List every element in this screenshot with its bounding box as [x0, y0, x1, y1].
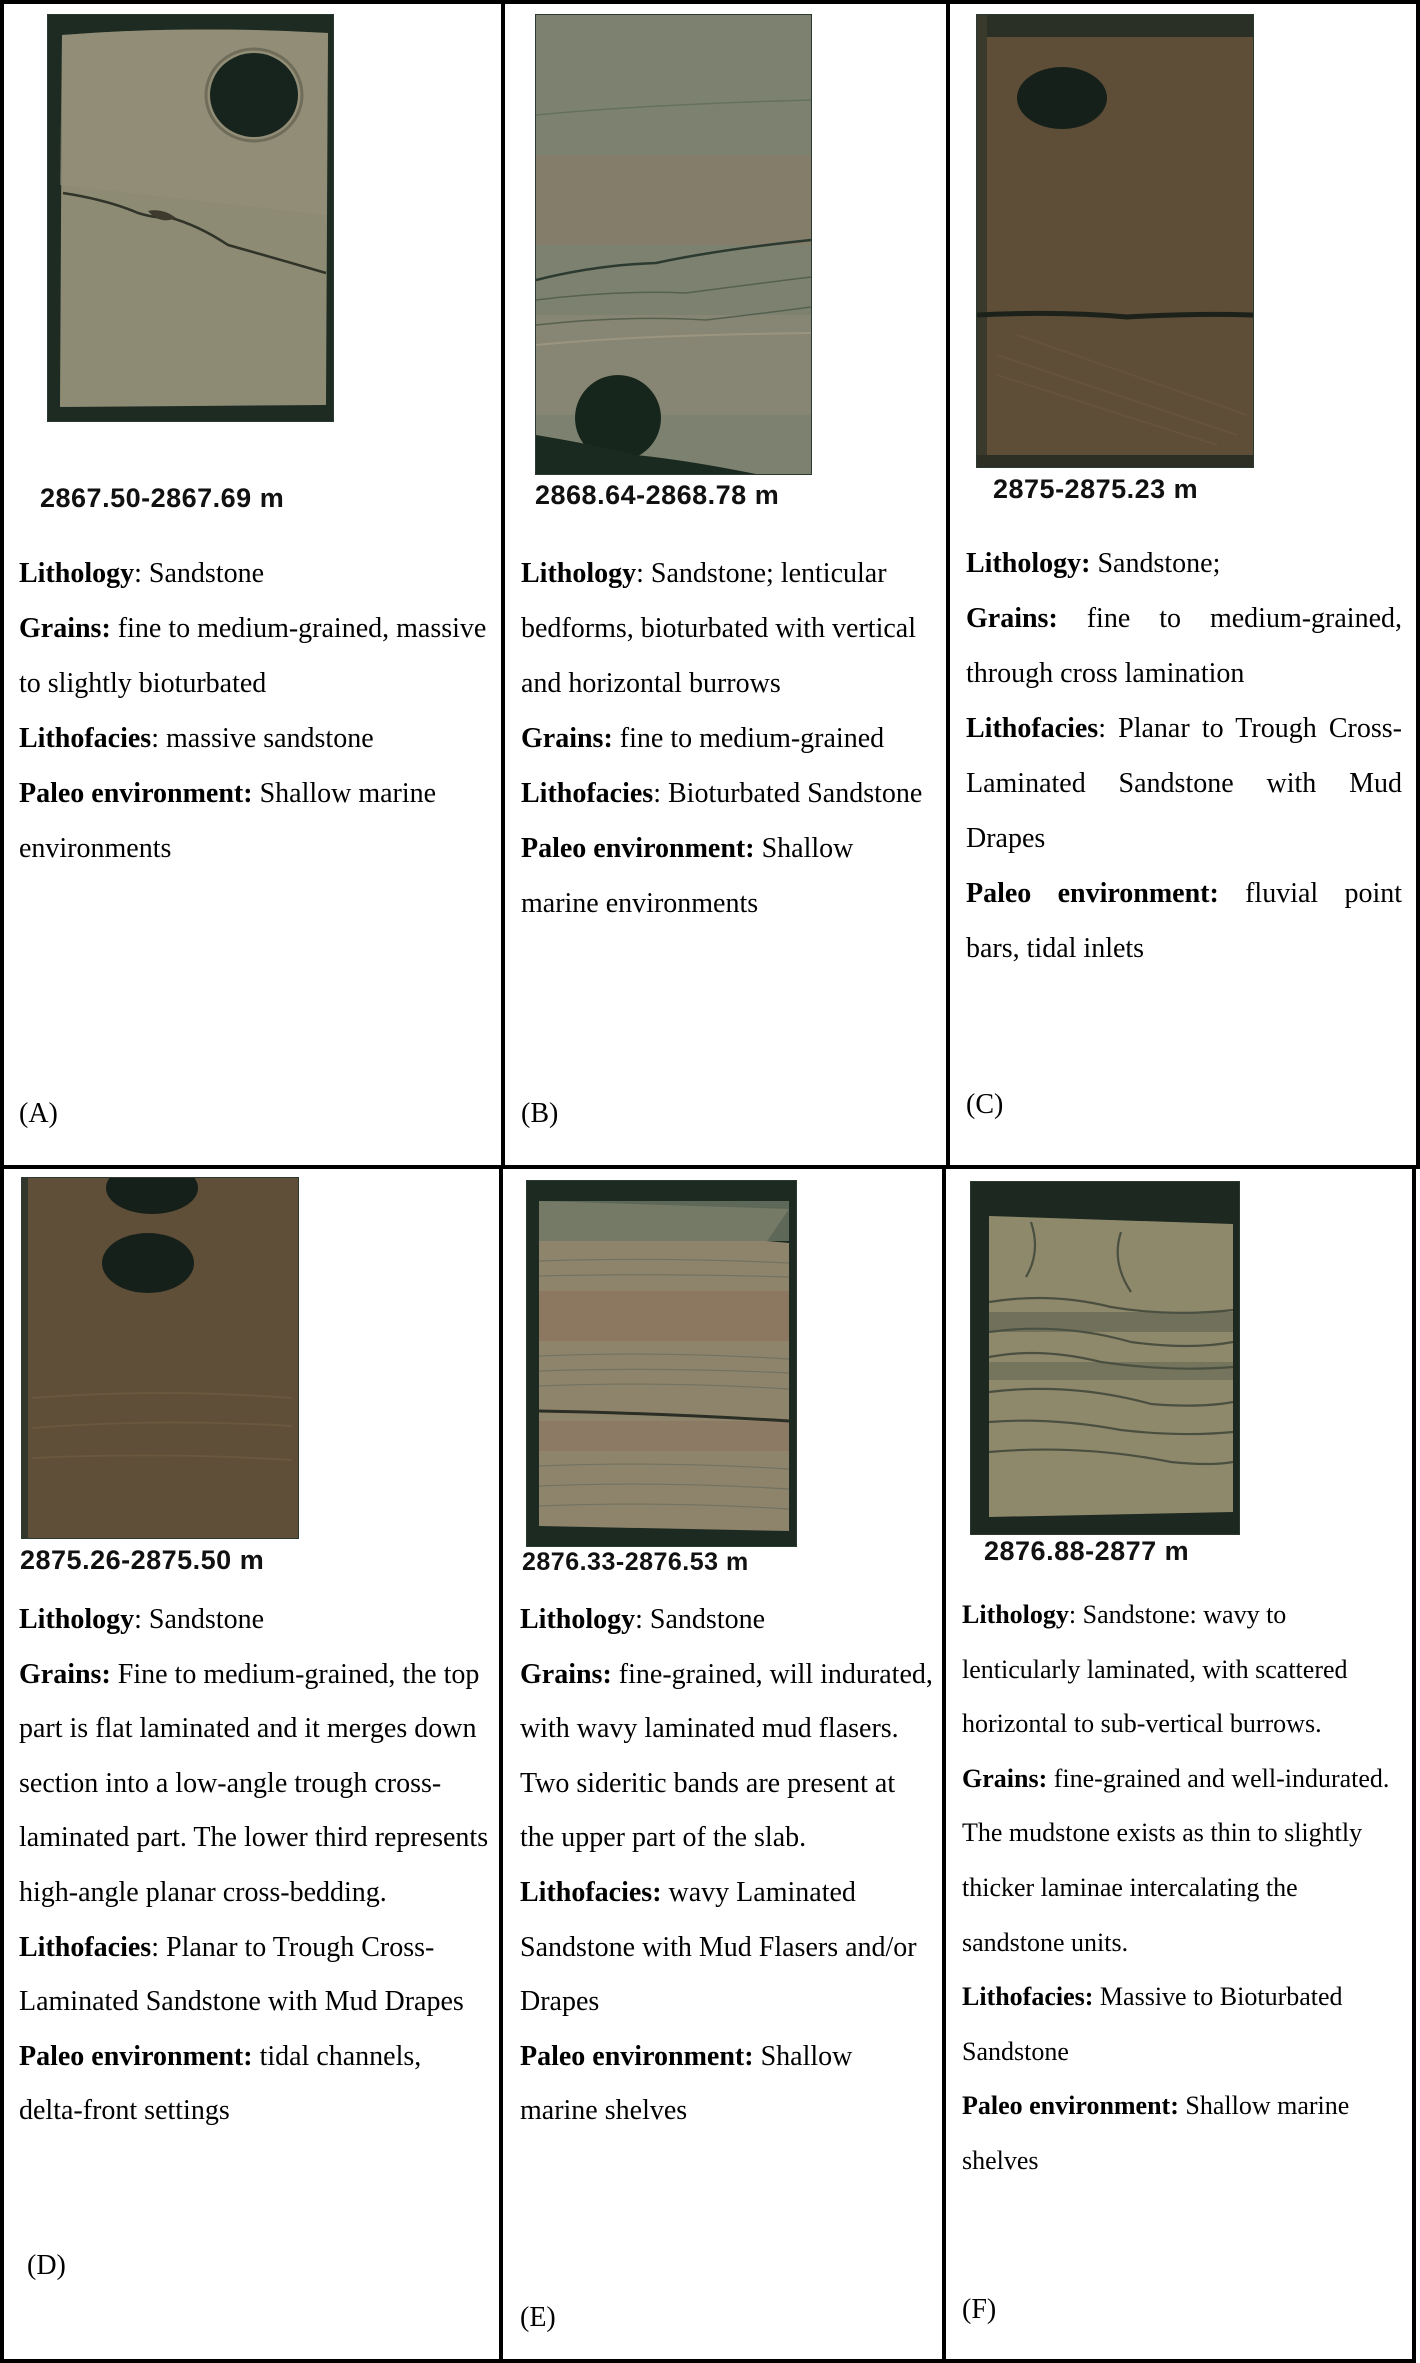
description-d: [19, 1593, 489, 2139]
description-f: [962, 1588, 1402, 2189]
field-grains: Grains: fine-grained and well-indurated.: [962, 1763, 1390, 1793]
field-lithology: Lithology: Sandstone; lenticular bedforms, bioturbated with vertical and horizontal burrows: [521, 558, 916, 699]
field-paleo-environment: Paleo environment: tidal channels, delta-front settings: [19, 2040, 422, 2127]
panel-label-b: (B): [521, 1098, 559, 1129]
depth-label-c: 2875-2875.23 m: [993, 474, 1199, 504]
depth-label-f: 2876.88-2877 m: [984, 1536, 1190, 1566]
panel-label-f: (F): [962, 2294, 997, 2325]
description-e: [520, 1593, 935, 2139]
core-photo-c: [976, 14, 1254, 468]
field-lithofacies: Lithofacies: Bioturbated Sandstone: [521, 778, 923, 809]
panel-label-c: (C): [966, 1089, 1004, 1120]
description-b: [521, 546, 936, 931]
field-mudstone-note: The mudstone exists as thin to slightly thicker laminae intercalating the sandstone units.: [962, 1818, 1363, 1957]
field-lithofacies: Lithofacies: Planar to Trough Cross-Laminated Sandstone with Mud Drapes: [19, 1931, 464, 2018]
core-photo-e: [526, 1180, 797, 1547]
field-grains: Grains: fine to medium-grained: [521, 723, 885, 754]
depth-label-d: 2875.26-2875.50 m: [20, 1545, 265, 1575]
field-grains: Grains: fine-grained, will indurated, with wavy laminated mud flasers. Two sideritic bands are present at the upper part of the slab.: [520, 1658, 933, 1854]
field-grains: Grains: fine to medium-grained, through cross lamination: [966, 603, 1402, 689]
panel-label-e: (E): [520, 2302, 556, 2333]
field-lithofacies: Lithofacies: massive sandstone: [19, 723, 374, 754]
depth-label-b: 2868.64-2868.78 m: [535, 480, 780, 510]
field-paleo-environment: Paleo environment: Shallow marine shelves: [520, 2040, 853, 2127]
field-lithofacies: Lithofacies: Massive to Bioturbated Sandstone: [962, 1982, 1343, 2066]
field-grains: Grains: fine to medium-grained, massive to slightly bioturbated: [19, 613, 487, 699]
field-paleo-environment: Paleo environment: Shallow marine shelves: [962, 2091, 1350, 2175]
field-lithology: Lithology: Sandstone: wavy to lenticularly laminated, with scattered horizontal to sub-vertical burrows.: [962, 1600, 1348, 1739]
field-paleo-environment: Paleo environment: Shallow marine environments: [521, 833, 854, 919]
field-lithofacies: Lithofacies: Planar to Trough Cross-Laminated Sandstone with Mud Drapes: [966, 713, 1402, 854]
core-photo-a: [47, 14, 334, 422]
field-lithology: Lithology: Sandstone: [19, 558, 265, 589]
field-grains: Grains: Fine to medium-grained, the top part is flat laminated and it merges down section into a low-angle trough cross-laminated part. The lower third represents high-angle planar cross-bedding.: [19, 1658, 489, 1908]
panel-label-d: (D): [27, 2250, 66, 2281]
description-c: [966, 536, 1402, 976]
core-photo-f: [970, 1181, 1240, 1535]
field-lithofacies: Lithofacies: wavy Laminated Sandstone with Mud Flasers and/or Drapes: [520, 1876, 917, 2018]
field-lithology: Lithology: Sandstone: [19, 1604, 265, 1635]
core-photo-b: [535, 14, 812, 475]
core-photo-d: [21, 1177, 299, 1539]
field-lithology: Lithology: Sandstone: [520, 1604, 766, 1635]
panel-label-a: (A): [19, 1098, 58, 1129]
field-paleo-environment: Paleo environment: Shallow marine environments: [19, 778, 437, 864]
field-lithology: Lithology: Sandstone;: [966, 548, 1221, 579]
depth-label-a: 2867.50-2867.69 m: [40, 483, 285, 513]
depth-label-e: 2876.33-2876.53 m: [522, 1548, 749, 1576]
description-a: [19, 546, 489, 876]
field-paleo-environment: Paleo environment: fluvial point bars, tidal inlets: [966, 878, 1403, 964]
